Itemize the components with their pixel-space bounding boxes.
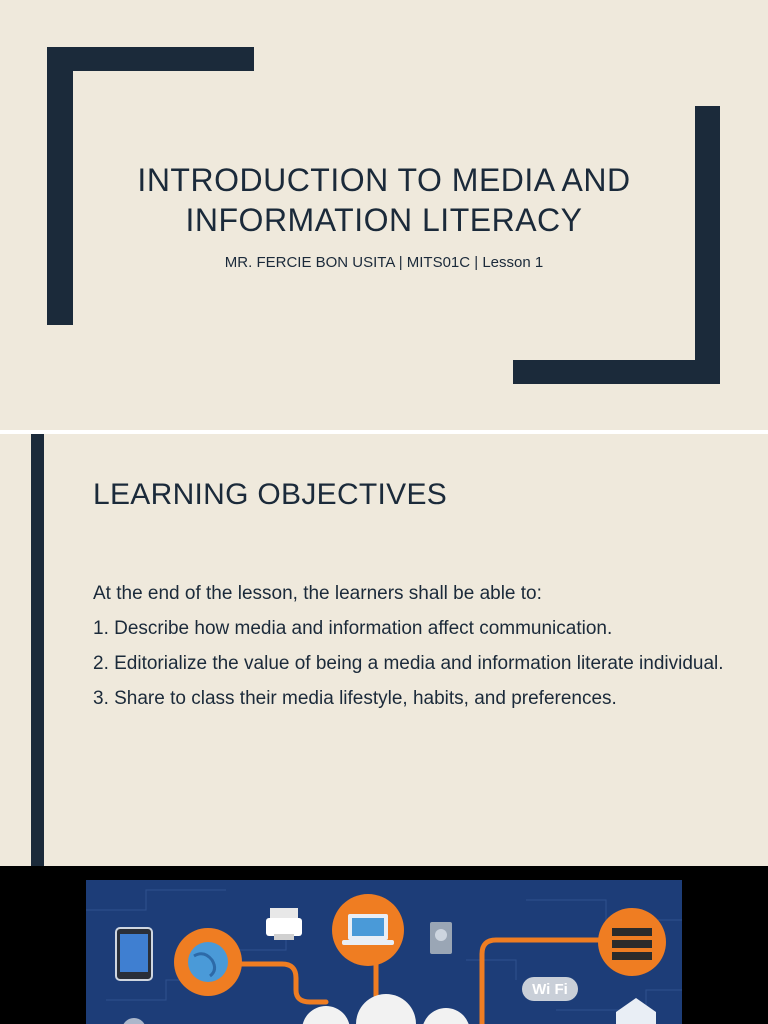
frame-bracket-bottom-right-vertical: [695, 106, 720, 384]
slide-title-line-2: INFORMATION LITERACY: [185, 202, 583, 238]
objective-item-1: 1. Describe how media and information affect communication.: [93, 618, 613, 639]
network-illustration: [86, 880, 682, 1024]
objective-item-2: 2. Editorialize the value of being a media and information literate individual.: [93, 653, 724, 674]
smartphone-icon: [116, 928, 152, 980]
slide-title: [0, 160, 768, 240]
objectives-body: [93, 582, 733, 722]
server-icon: [598, 908, 666, 976]
frame-bracket-bottom-right-horizontal: [513, 360, 720, 384]
laptop-icon: [332, 894, 404, 966]
frame-bracket-top-left-horizontal: [47, 47, 254, 71]
printer-icon: [266, 908, 302, 940]
slide-title-line-1: INTRODUCTION TO MEDIA AND: [137, 162, 631, 198]
left-accent-bar: [31, 434, 44, 866]
wifi-label: Wi Fi: [532, 981, 568, 998]
objectives-intro: At the end of the lesson, the learners shall be able to:: [93, 583, 542, 604]
network-illustration-slide: [0, 866, 768, 1024]
objectives-title: LEARNING OBJECTIVES: [93, 478, 448, 511]
hard-drive-icon: [430, 922, 452, 954]
objective-item-3: 3. Share to class their media lifestyle, habits, and preferences.: [93, 688, 617, 709]
slide-subtitle: MR. FERCIE BON USITA | MITS01C | Lesson 1: [224, 254, 544, 271]
wifi-icon: [522, 977, 578, 1001]
globe-icon: [174, 928, 242, 996]
title-slide: [0, 0, 768, 430]
